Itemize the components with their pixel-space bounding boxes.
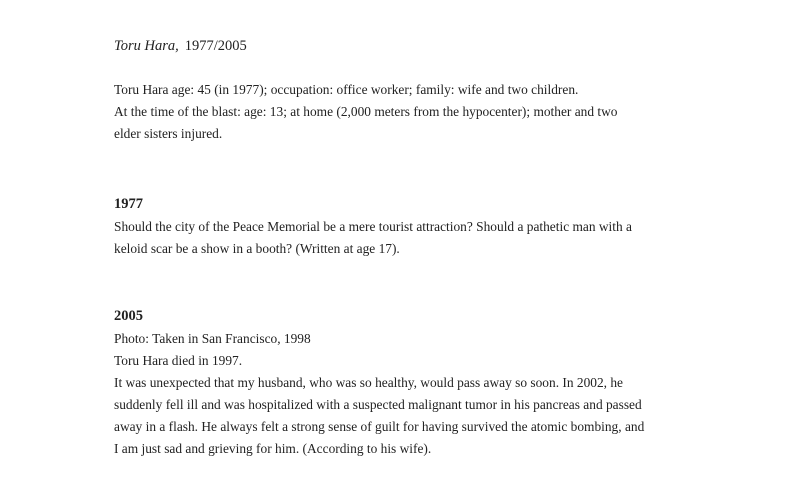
wife-statement-line: I am just sad and grieving for him. (According to his wife). <box>114 441 432 456</box>
intro-paragraph <box>114 79 704 145</box>
section-1977-paragraph <box>114 216 704 260</box>
document-page <box>114 0 704 489</box>
intro-line: At the time of the blast: age: 13; at home (2,000 meters from the hypocenter); mother and two <box>114 104 618 119</box>
wife-statement-line: suddenly fell ill and was hospitalized with a suspected malignant tumor in his pancreas and passed <box>114 397 642 412</box>
wife-statement-line: away in a flash. He always felt a strong sense of guilt for having survived the atomic bombing, and <box>114 419 645 434</box>
section-1977-line: Should the city of the Peace Memorial be a mere tourist attraction? Should a pathetic man with a <box>114 219 632 234</box>
document-title <box>114 36 247 56</box>
section-heading-1977: 1977 <box>114 196 143 212</box>
photo-caption: Photo: Taken in San Francisco, 1998 <box>114 331 311 346</box>
title-years: 1977/2005 <box>184 38 247 54</box>
title-name: Toru Hara, <box>114 38 179 54</box>
wife-statement-line: It was unexpected that my husband, who was so healthy, would pass away so soon. In 2002, he <box>114 375 624 390</box>
section-1977-line: keloid scar be a show in a booth? (Written at age 17). <box>114 241 400 256</box>
death-note: Toru Hara died in 1997. <box>114 353 243 368</box>
section-heading-2005: 2005 <box>114 308 143 324</box>
section-2005-paragraph <box>114 328 704 460</box>
intro-line: elder sisters injured. <box>114 126 223 141</box>
intro-line: Toru Hara age: 45 (in 1977); occupation: office worker; family: wife and two children. <box>114 82 579 97</box>
